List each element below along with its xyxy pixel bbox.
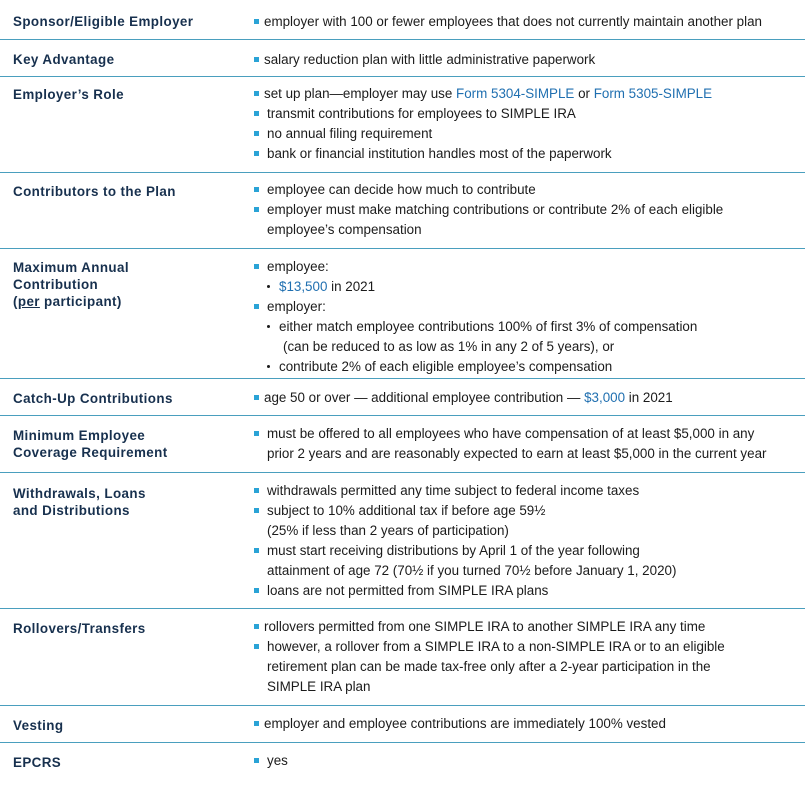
- bullet-icon: [254, 488, 259, 493]
- bullet-icon: [254, 91, 259, 96]
- bullet-icon: [254, 111, 259, 116]
- row-label: Sponsor/Eligible Employer: [13, 14, 194, 29]
- row-label: Catch-Up Contributions: [13, 391, 173, 406]
- bullet-icon: [254, 588, 259, 593]
- table-row-rollovers: [0, 609, 805, 706]
- row-content: must be offered to all employees who have compensation of at least $5,000 in any prior 2 years and are reasonably expected to earn at least $5,000 in the current year: [254, 425, 799, 465]
- employee-limit-link[interactable]: $13,500: [279, 279, 328, 294]
- row-content: employee: $13,500 in 2021 employer: either match employee contributions 100% of first 3% of compensation (can be reduced to as low as 1% in any 2 of 5 years), or contribute 2% of each eligible employee’s compensation: [254, 258, 799, 378]
- table-row-catch-up: [0, 379, 805, 416]
- bullet-icon: [254, 758, 259, 763]
- bullet-icon: [254, 57, 259, 62]
- row-label: EPCRS: [13, 755, 62, 770]
- bullet-icon: [254, 187, 259, 192]
- row-content: employee can decide how much to contribute employer must make matching contributions or contribute 2% of each eligible employee’s compensation: [254, 181, 799, 241]
- bullet-icon: [254, 264, 259, 269]
- form-5304-simple-link[interactable]: Form 5304-SIMPLE: [456, 86, 575, 101]
- row-content: employer with 100 or fewer employees that does not currently maintain another plan: [254, 13, 799, 33]
- row-label: Minimum Employee Coverage Requirement: [13, 428, 168, 460]
- table-row-minimum-coverage: [0, 416, 805, 473]
- table-row-contributors: [0, 173, 805, 249]
- row-label: Contributors to the Plan: [13, 184, 176, 199]
- bullet-icon: [254, 207, 259, 212]
- bullet-icon: [254, 19, 259, 24]
- row-content: rollovers permitted from one SIMPLE IRA to another SIMPLE IRA any time however, a rollover from a SIMPLE IRA to a non-SIMPLE IRA or to an eligible retirement plan can be made tax-free only after a 2-year participation in the SIMPLE IRA plan: [254, 618, 799, 698]
- bullet-icon: [254, 431, 259, 436]
- table-row-maximum-contribution: [0, 249, 805, 379]
- sub-bullet-icon: [267, 325, 270, 328]
- row-content: employer and employee contributions are immediately 100% vested: [254, 715, 799, 735]
- table-row-employer-role: [0, 77, 805, 173]
- table-row-epcrs: [0, 743, 805, 794]
- row-content: salary reduction plan with little administrative paperwork: [254, 51, 799, 71]
- catch-up-limit-link[interactable]: $3,000: [584, 390, 626, 405]
- bullet-icon: [254, 395, 259, 400]
- row-label: Maximum Annual Contribution (per participant): [13, 260, 129, 309]
- table-row-withdrawals: [0, 473, 805, 609]
- table-row-key-advantage: [0, 40, 805, 77]
- row-label: Vesting: [13, 718, 64, 733]
- row-content: withdrawals permitted any time subject to federal income taxes subject to 10% additional tax if before age 59½ (25% if less than 2 years of participation) must start receiving distributions by April 1 of the year following attainment of age 72 (70½ if you turned 70½ before January 1, 2020) loans are not permitted from SIMPLE IRA plans: [254, 482, 799, 602]
- row-label: Rollovers/Transfers: [13, 621, 146, 636]
- bullet-icon: [254, 721, 259, 726]
- bullet-icon: [254, 151, 259, 156]
- form-5305-simple-link[interactable]: Form 5305-SIMPLE: [593, 86, 713, 101]
- sub-bullet-icon: [267, 365, 270, 368]
- sub-bullet-icon: [267, 285, 270, 288]
- row-content: set up plan—employer may use Form 5304-SIMPLE or Form 5305-SIMPLE transmit contributions for employees to SIMPLE IRA no annual filing requirement bank or financial institution handles most of the paperwork: [254, 85, 799, 165]
- bullet-icon: [254, 131, 259, 136]
- row-content: age 50 or over — additional employee contribution — $3,000 in 2021: [254, 389, 799, 409]
- row-label: Withdrawals, Loans and Distributions: [13, 486, 146, 518]
- bullet-icon: [254, 624, 259, 629]
- table-row-sponsor: [0, 0, 805, 40]
- bullet-icon: [254, 548, 259, 553]
- bullet-icon: [254, 304, 259, 309]
- row-label: Employer’s Role: [13, 87, 124, 102]
- bullet-icon: [254, 644, 259, 649]
- bullet-icon: [254, 508, 259, 513]
- row-content: yes: [254, 752, 799, 772]
- table-row-vesting: [0, 706, 805, 743]
- row-label: Key Advantage: [13, 52, 115, 67]
